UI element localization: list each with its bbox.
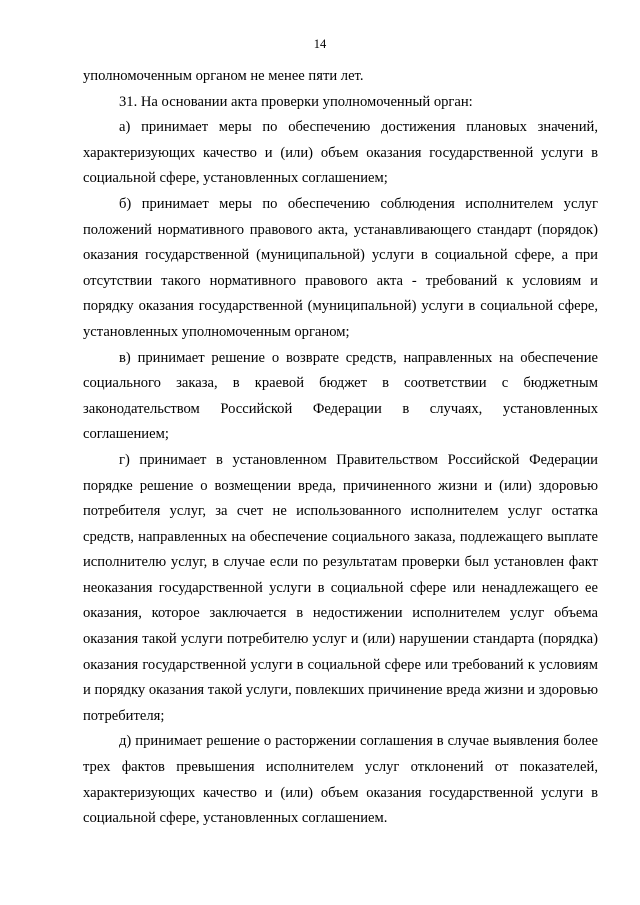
paragraph-item-31: 31. На основании акта проверки уполномоченный орган: (119, 93, 473, 110)
paragraph-subitem-g: г) принимает в установленном Правительством Российской Федерации порядке решение о возмещении вреда, причиненного жизни и (или) здоровью потребителя услуг, за счет не использованного исполнителем услуг остатка средств, направленных на обеспечение социального заказа, подлежащего выплате исполнителю услуг, в случае если по результатам проверки был установлен факт неоказания государственной услуги в социальной сфере или ненадлежащего ее оказания, которое заключается в недостижении исполнителем услуг объема оказания такой услуги потребителю услуг и (или) нарушении стандарта (порядка) оказания государственной услуги в социальной сфере или требований к условиям и порядку оказания такой услуги, повлекших причинение вреда жизни и здоровью потребителя; (83, 451, 598, 724)
paragraph-subitem-d: д) принимает решение о расторжении соглашения в случае выявления более трех фактов превышения исполнителем услуг отклонений от показателей, характеризующих качество и (или) объем оказания государственной услуги в социальной сфере, установленных соглашением. (83, 733, 598, 827)
paragraph-continuation: уполномоченным органом не менее пяти лет. (83, 68, 364, 84)
paragraph-subitem-v: в) принимает решение о возврате средств, направленных на обеспечение социального заказа, в краевой бюджет в соответствии с бюджетным законодательством Российской Федерации в случаях, установленных соглашением; (83, 349, 598, 443)
paragraph-subitem-b: б) принимает меры по обеспечению соблюдения исполнителем услуг положений нормативного правового акта, устанавливающего стандарт (порядок) оказания государственной (муниципальной) услуги в социальной сфере, а при отсутствии такого нормативного правового акта - требований к условиям и порядку оказания государственной (муниципальной) услуги в социальной сфере, установленных уполномоченным органом; (83, 195, 598, 340)
page-number: 14 (313, 37, 327, 51)
document-body (83, 64, 598, 832)
paragraph-subitem-a: а) принимает меры по обеспечению достижения плановых значений, характеризующих качество и (или) объем оказания государственной услуги в социальной сфере, установленных соглашением; (83, 119, 598, 187)
